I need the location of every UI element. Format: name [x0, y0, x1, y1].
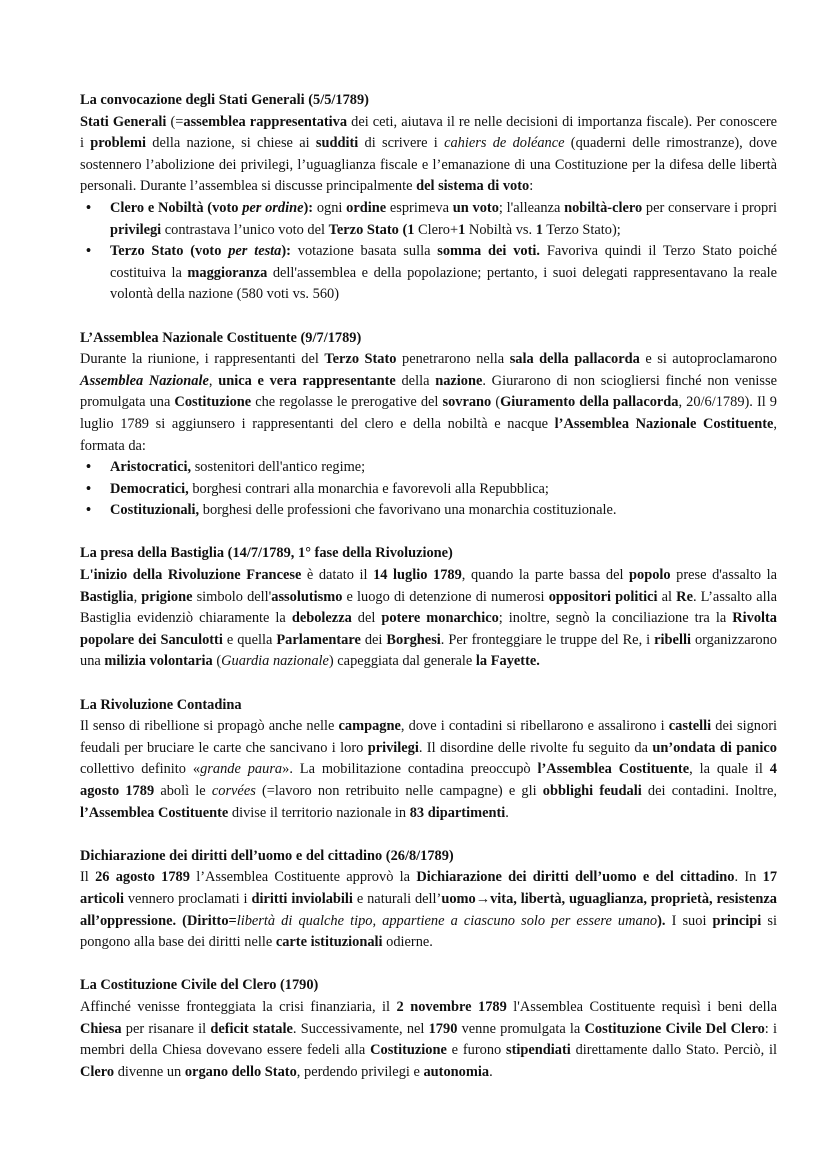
document-section: [80, 695, 777, 825]
text-run: (=lavoro non retribuito nelle campagne) e gli: [255, 783, 543, 799]
bold-text: diritti inviolabili: [251, 890, 353, 907]
document-page: [80, 90, 777, 1105]
bold-text: 1: [458, 221, 466, 238]
document-section: [80, 543, 777, 673]
bullet-item: [80, 479, 777, 501]
bold-text: (1: [398, 221, 415, 238]
bold-text: stipendiati: [506, 1042, 571, 1059]
text-run: di scrivere i: [358, 135, 445, 152]
text-run: per risanare il: [121, 1020, 211, 1037]
bold-text: 1790: [428, 1020, 458, 1037]
bold-text: campagne: [338, 718, 401, 735]
text-run: Durante la riunione, i rappresentanti del: [80, 351, 325, 368]
text-run: è datato il: [301, 567, 374, 584]
text-run: e quella: [222, 631, 277, 648]
bold-text: Terzo Stato: [324, 351, 397, 368]
bold-text: del sistema di voto: [416, 178, 530, 195]
bold-text: prigione: [141, 588, 193, 605]
bold-text: un voto: [452, 199, 499, 216]
bold-text: privilegi: [110, 221, 162, 238]
text-run: divise il territorio nazionale in: [228, 804, 410, 821]
text-run: Affinché venisse fronteggiata la crisi finanziaria, il: [80, 998, 397, 1015]
section-heading: La presa della Bastiglia (14/7/1789, 1° fase della Rivoluzione): [80, 545, 453, 562]
bold-text: unica e vera rappresentante: [218, 372, 396, 389]
bold-text: Rivolta popolare dei Sanculotti: [80, 610, 778, 648]
text-run: direttamente dallo Stato. Perciò, il: [570, 1042, 778, 1059]
paragraph: [80, 565, 777, 673]
text-run: abolì le: [154, 783, 212, 799]
document-section: [80, 328, 777, 522]
bold-text: ribelli: [654, 631, 691, 648]
bold-text: 4 agosto 1789: [80, 761, 777, 799]
bold-text: carte istituzionali: [275, 934, 383, 951]
text-run: al: [657, 588, 677, 605]
section-heading: La Costituzione Civile del Clero (1790): [80, 977, 319, 994]
bold-text: privilegi: [367, 739, 419, 756]
text-run: votazione basata sulla: [290, 243, 438, 260]
bold-text: per testa: [228, 243, 282, 260]
text-run: ; l'alleanza: [498, 199, 565, 216]
document-section: [80, 975, 777, 1083]
bold-text: potere monarchico: [381, 610, 499, 627]
bold-text: L'inizio della Rivoluzione Francese: [80, 567, 302, 584]
bold-text: ordine: [346, 199, 387, 216]
bold-text: Costituzionali,: [110, 502, 200, 519]
bold-text: 83 dipartimenti: [409, 804, 506, 821]
text-run: della nazione, si chiese ai: [145, 135, 316, 152]
bullet-item: [80, 500, 777, 522]
italic-text: grande paura: [200, 761, 283, 778]
text-run: e luogo di detenzione di numerosi: [342, 588, 549, 605]
bold-text: 2 novembre 1789: [396, 998, 507, 1015]
bold-text: obblighi feudali: [542, 783, 642, 799]
bold-text: 1: [535, 221, 543, 238]
section-heading: La convocazione degli Stati Generali (5/5/1789): [80, 92, 369, 108]
bold-text: maggioranza: [187, 264, 268, 281]
text-run: collettivo definito «: [80, 761, 201, 778]
text-run: , formata da:: [80, 415, 777, 454]
text-run: simbolo dell': [192, 588, 272, 605]
bold-text: milizia volontaria: [104, 653, 213, 670]
text-run: , 20/6/1789). Il 9 luglio 1789 si aggiunsero i rappresentanti del clero e della nobiltà e nacque: [80, 394, 777, 432]
text-run: (quaderni delle rimostranze), dove sostennero l’abolizione dei privilegi, l’uguaglianza fiscale e l’emanazione di una Costituzione per la difesa delle libertà personali. Durante l’assemblea si discusse principalmente: [80, 135, 777, 195]
text-run: . Il disordine delle rivolte fu seguito da: [418, 739, 653, 756]
text-run: per conservare i propri: [642, 199, 777, 216]
bold-text: Re: [676, 588, 693, 605]
text-run: sostenitori dell'antico regime;: [191, 459, 366, 476]
text-run: si pongono alla base dei diritti nelle: [80, 912, 777, 951]
text-run: Nobiltà vs.: [465, 221, 536, 238]
text-run: prese d'assalto la: [670, 567, 777, 584]
text-run: :: [529, 178, 534, 195]
text-run: odierne.: [382, 934, 433, 951]
text-run: , la quale il: [689, 761, 770, 778]
text-run: , dove i contadini si ribellarono e assalirono i: [400, 718, 669, 735]
bold-text: sudditi: [315, 135, 359, 152]
document-section: [80, 846, 777, 954]
text-run: contrastava l’unico voto del: [161, 221, 329, 238]
bold-text: Giuramento della pallacorda: [500, 394, 679, 411]
bold-text: Chiesa: [80, 1020, 122, 1037]
bold-text: organo dello Stato: [184, 1063, 297, 1080]
text-run: organizzarono una: [80, 631, 777, 670]
bold-text: Terzo Stato (voto: [110, 243, 229, 260]
text-run: , quando la parte bassa del: [461, 567, 630, 584]
text-run: venne promulgata la: [457, 1020, 585, 1037]
text-run: (: [212, 653, 222, 670]
italic-text: corvées: [211, 783, 256, 799]
text-run: del: [351, 610, 382, 627]
text-run: e furono: [446, 1042, 507, 1059]
text-run: e si autoproclamarono: [639, 351, 778, 368]
bold-text: Borghesi: [386, 631, 441, 648]
bold-text: popolo: [629, 567, 671, 584]
italic-text: libertà di qualche tipo, appartiene a ciascuno solo per essere umano: [236, 912, 658, 929]
text-run: I suoi: [665, 912, 713, 929]
text-run: , perdendo privilegi e: [296, 1063, 424, 1080]
paragraph: [80, 349, 777, 457]
bullet-list: [80, 198, 777, 306]
text-run: ; inoltre, segnò la conciliazione tra la: [498, 610, 733, 627]
bold-text: deficit statale: [210, 1020, 293, 1037]
italic-text: Guardia nazionale: [221, 653, 329, 670]
text-run: dell'assemblea e della popolazione; pertanto, i suoi delegati rappresentavano la reale volontà della nazione (580 voti vs. 560): [110, 264, 777, 303]
section-heading: L’Assemblea Nazionale Costituente (9/7/1789): [80, 329, 362, 346]
bold-text: ):: [281, 243, 291, 260]
text-run: divenne un: [114, 1063, 185, 1080]
bullet-item: [80, 457, 777, 479]
text-run: borghesi contrari alla monarchia e favorevoli alla Repubblica;: [188, 480, 549, 497]
bold-text: sovrano: [442, 394, 492, 411]
text-run: Il: [80, 869, 96, 886]
bold-text: 14 luglio 1789: [373, 567, 462, 584]
bold-text: un’ondata di panico: [652, 739, 777, 756]
text-run: dei ceti, aiutava il re nelle decisioni di importanza fiscale). Per conoscere i: [80, 113, 778, 152]
bold-text: Democratici,: [110, 480, 189, 497]
bold-text: Costituzione: [174, 394, 252, 411]
text-run: ,: [208, 372, 219, 389]
text-run: che regolasse le prerogative del: [251, 394, 443, 411]
text-run: (=: [166, 113, 184, 130]
text-run: esprimeva: [386, 199, 453, 216]
paragraph: [80, 716, 777, 824]
text-run: l'Assemblea Costituente requisì i beni della: [506, 998, 777, 1015]
paragraph: [80, 997, 777, 1083]
bold-text: Clero e Nobiltà (voto: [110, 199, 243, 216]
text-run: . Successivamente, nel: [292, 1020, 429, 1037]
bold-text: somma dei voti.: [437, 243, 541, 260]
bold-text: Costituzione: [370, 1042, 447, 1059]
bold-text: la Fayette.: [475, 653, 540, 670]
bullet-item: [80, 198, 777, 241]
section-heading: La Rivoluzione Contadina: [80, 696, 242, 713]
bold-text: debolezza: [291, 610, 352, 627]
bold-text: assemblea rappresentativa: [183, 113, 348, 130]
bold-text: Assemblea Nazionale: [80, 372, 209, 389]
bold-text: autonomia: [423, 1063, 490, 1080]
document-section: [80, 90, 777, 306]
text-run: ,: [133, 588, 142, 605]
section-heading: Dichiarazione dei diritti dell’uomo e del cittadino (26/8/1789): [80, 847, 454, 864]
bold-text: l’Assemblea Nazionale Costituente: [554, 415, 774, 432]
bold-text: 26 agosto 1789: [95, 869, 190, 886]
text-run: . In: [734, 869, 763, 886]
bold-text: nobiltà-clero: [564, 199, 643, 216]
bold-text: assolutismo: [271, 588, 343, 605]
bullet-item: [80, 241, 777, 306]
bold-text: Parlamentare: [276, 631, 361, 648]
bold-text: Dichiarazione dei diritti dell’uomo e del cittadino: [416, 869, 735, 886]
text-run: : i membri della Chiesa dovevano essere fedeli alla: [80, 1020, 777, 1059]
bold-text: Bastiglia: [80, 588, 134, 605]
italic-text: cahiers de doléance: [444, 135, 565, 152]
text-run: . Per fronteggiare le truppe del Re, i: [440, 631, 655, 648]
text-run: Favoriva quindi il Terzo Stato poiché costituiva la: [110, 243, 777, 281]
bold-text: oppositori politici: [548, 588, 658, 605]
bold-text: sala della pallacorda: [509, 351, 640, 368]
text-run: borghesi delle professioni che favorivano una monarchia costituzionale.: [199, 502, 617, 519]
bold-text: ).: [657, 912, 666, 929]
text-run: .: [489, 1063, 493, 1080]
bold-text: uomo→vita, libertà, uguaglianza, proprietà, resistenza all’oppressione. (Diritto=: [80, 890, 777, 929]
text-run: Il senso di ribellione si propagò anche nelle: [80, 718, 339, 735]
text-run: dei contadini. Inoltre,: [641, 783, 777, 799]
bold-text: per ordine: [242, 199, 304, 216]
bold-text: l’Assemblea Costituente: [537, 761, 690, 778]
paragraph: [80, 867, 777, 953]
bold-text: Stati Generali: [80, 113, 167, 130]
text-run: ogni: [313, 199, 347, 216]
text-run: .: [505, 804, 509, 821]
text-run: Terzo Stato);: [542, 221, 621, 238]
bold-text: principi: [712, 912, 762, 929]
text-run: dei signori feudali per bruciare le carte che sancivano i loro: [80, 718, 777, 756]
text-run: dei: [360, 631, 387, 648]
text-run: penetrarono nella: [396, 351, 510, 368]
bold-text: nazione: [435, 372, 483, 389]
bullet-list: [80, 457, 777, 522]
text-run: l’Assemblea Costituente approvò la: [189, 869, 417, 886]
bold-text: 17 articoli: [80, 869, 778, 907]
text-run: . Giurarono di non sciogliersi finché non venisse promulgata una: [80, 372, 777, 411]
text-run: e naturali dell’: [352, 890, 442, 907]
bold-text: l’Assemblea Costituente: [80, 804, 229, 821]
bold-text: castelli: [668, 718, 712, 735]
bold-text: Terzo Stato: [328, 221, 399, 238]
bold-text: Aristocratici,: [110, 459, 192, 476]
text-run: ) capeggiata dal generale: [328, 653, 476, 670]
bold-text: Costituzione Civile Del Clero: [584, 1020, 765, 1037]
text-run: vennero proclamati i: [123, 890, 252, 907]
text-run: . L’assalto alla Bastiglia evidenziò chiaramente la: [80, 588, 777, 627]
paragraph: [80, 112, 777, 198]
bold-text: ):: [303, 199, 314, 216]
bold-text: problemi: [90, 135, 146, 152]
text-run: (: [491, 394, 501, 411]
bold-text: Clero: [80, 1063, 115, 1080]
text-run: ». La mobilitazione contadina preoccupò: [282, 761, 538, 778]
text-run: della: [395, 372, 436, 389]
text-run: Clero+: [414, 221, 459, 238]
